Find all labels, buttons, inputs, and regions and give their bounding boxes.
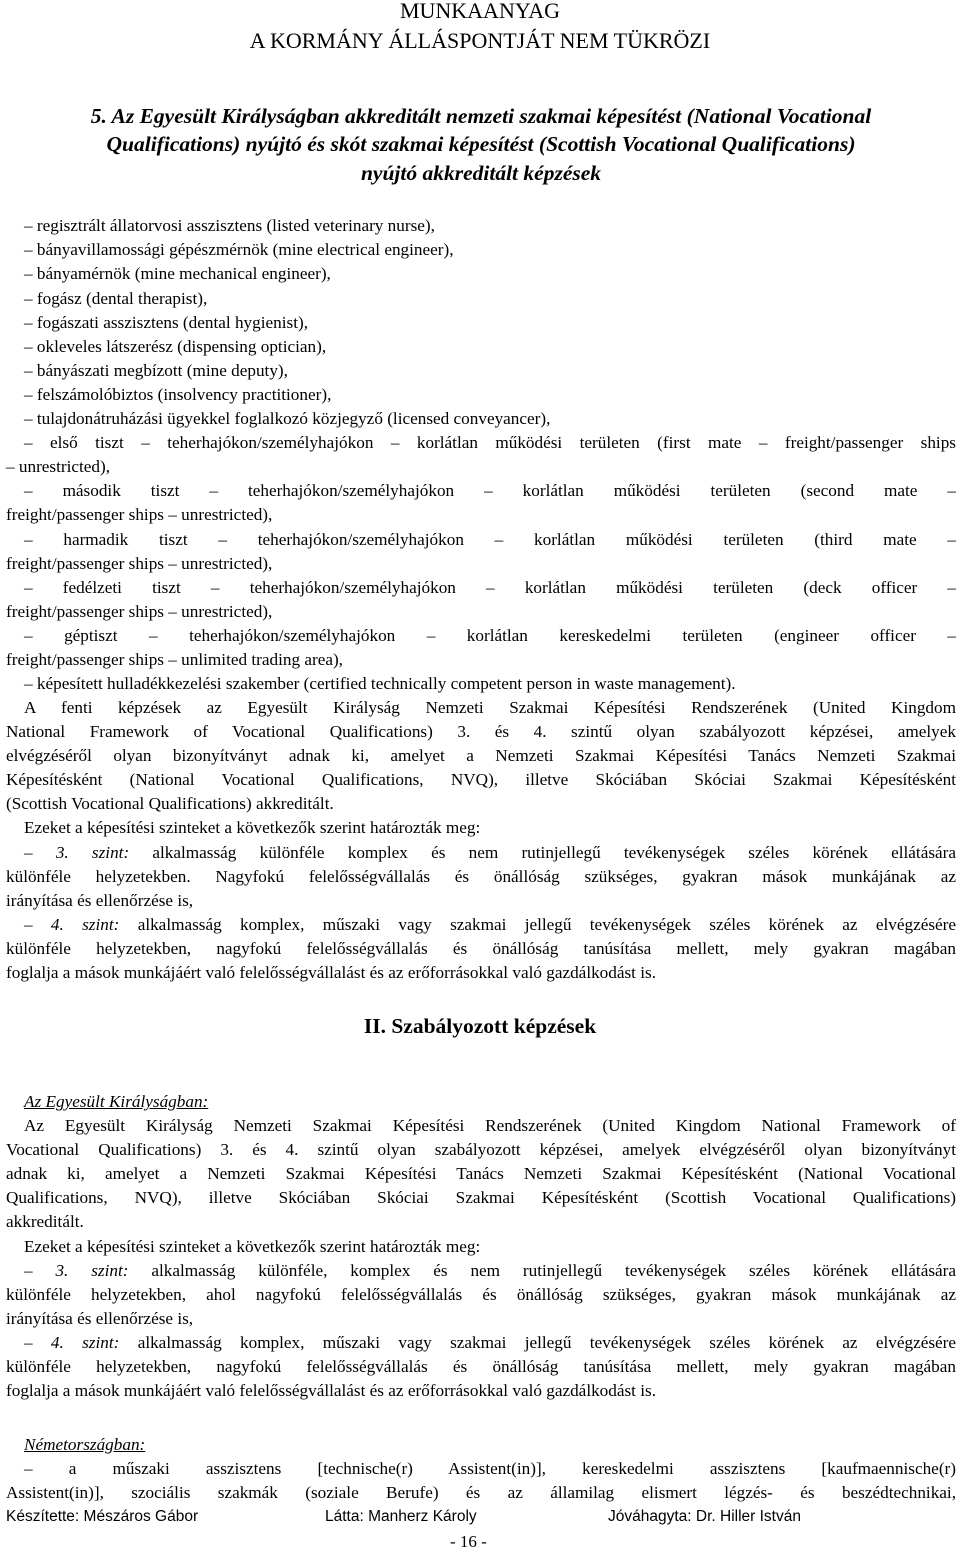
de-line-1: – a műszaki asszisztens [technische(r) Assistent(in)], kereskedelmi asszisztens [kaufmaennische(r): [24, 1459, 956, 1478]
level-3b-line-1: [24, 1261, 956, 1281]
footer-seen: Látta: Manherz Károly: [325, 1508, 477, 1525]
uk-heading: Az Egyesült Királyságban:: [24, 1092, 209, 1111]
level-3b-line-3: irányítása és ellenőrzése is,: [6, 1309, 194, 1328]
page-number: - 16 -: [450, 1532, 487, 1551]
paragraph-line: National Framework of Vocational Qualifications) 3. és 4. szintű olyan szabályozott képzései, amelyek: [6, 722, 956, 741]
list-item: – felszámolóbiztos (insolvency practitioner),: [24, 385, 332, 404]
level-3-text: alkalmasság különféle komplex és nem rutinjellegű tevékenységek széles körének ellátására: [152, 843, 956, 862]
level-4-line-1: [24, 915, 956, 935]
list-item-cont: freight/passenger ships – unrestricted),: [6, 602, 273, 621]
de-line-2: Assistent(in)], szociális szakmák (soziale Berufe) és az államilag elismert légzés- és beszédtechnikai,: [6, 1483, 956, 1502]
level-4b-prefix: – 4. szint:: [24, 1333, 120, 1352]
paragraph-line: Vocational Qualifications) 3. és 4. szintű olyan szabályozott képzései, amelyek elvégzéséről olyan bizonyítványt: [6, 1140, 956, 1159]
level-3-prefix: – 3. szint:: [24, 843, 130, 862]
paragraph-line: Qualifications, NVQ), illetve Skóciában Skóciai Szakmai Képesítésként (Scottish Vocational Qualifications): [6, 1188, 956, 1207]
header-line-1: MUNKAANYAG: [399, 0, 561, 23]
footer-prepared: Készítette: Mészáros Gábor: [6, 1508, 199, 1525]
section5-title-line-1: 5. Az Egyesült Királyságban akkreditált nemzeti szakmai képesítést (National Vocational: [90, 104, 872, 128]
list-item: – bányászati megbízott (mine deputy),: [24, 361, 288, 380]
list-item: – tulajdonátruházási ügyekkel foglalkozó közjegyző (licensed conveyancer),: [24, 409, 551, 428]
list-item-cont: freight/passenger ships – unlimited trading area),: [6, 650, 343, 669]
paragraph-line: akkreditált.: [6, 1212, 84, 1231]
list-item: – géptiszt – teherhajókon/személyhajókon – korlátlan kereskedelmi területen (engineer officer –: [24, 626, 956, 645]
list-item: – harmadik tiszt – teherhajókon/személyhajókon – korlátlan működési területen (third mate –: [24, 530, 956, 549]
section-2-title: II. Szabályozott képzések: [363, 1014, 597, 1038]
list-item-cont: – unrestricted),: [6, 457, 111, 476]
level-4-line-2: különféle helyzetekben, nagyfokú felelősségvállalás és önállóság tanúsítása mellett, mely gyakran magában: [6, 939, 956, 958]
level-4b-line-3: foglalja a mások munkájáért való felelősségvállalást és az erőforrásokkal való gazdálkodást is.: [6, 1381, 657, 1400]
paragraph-line: Képesítésként (National Vocational Qualifications, NVQ), illetve Skóciában Skóciai Szakmai Képesítésként: [6, 770, 956, 789]
level-4b-text: alkalmasság komplex, műszaki vagy szakmai jellegű tevékenységek széles körének az elvégzésére: [137, 1333, 957, 1352]
level-3-line-1: [24, 843, 956, 863]
level-4b-line-2: különféle helyzetekben, nagyfokú felelősségvállalás és önállóság tanúsítása mellett, mely gyakran magában: [6, 1357, 956, 1376]
level-4-prefix: – 4. szint:: [24, 915, 120, 934]
levels-intro-2: Ezeket a képesítési szinteket a következők szerint határozták meg:: [24, 1237, 481, 1256]
list-item: – bányamérnök (mine mechanical engineer),: [24, 264, 331, 283]
list-item: – fogász (dental therapist),: [24, 289, 208, 308]
paragraph-line: adnak ki, amelyet a Nemzeti Szakmai Képesítési Tanács Nemzeti Szakmai Képesítésként (National Vocational: [6, 1164, 956, 1183]
list-item: – regisztrált állatorvosi asszisztens (listed veterinary nurse),: [24, 216, 435, 235]
list-item: – okleveles látszerész (dispensing optician),: [24, 337, 327, 356]
list-item: – fedélzeti tiszt – teherhajókon/személyhajókon – korlátlan működési területen (deck officer –: [24, 578, 956, 597]
header-line-2: A KORMÁNY ÁLLÁSPONTJÁT NEM TÜKRÖZI: [249, 28, 711, 53]
level-3-line-2: különféle helyzetekben. Nagyfokú felelősségvállalás és önállóság szükséges, gyakran mások munkájának az: [6, 867, 956, 886]
list-item-cont: freight/passenger ships – unrestricted),: [6, 554, 273, 573]
paragraph-line: (Scottish Vocational Qualifications) akkreditált.: [6, 794, 334, 813]
level-3b-text: alkalmasság különféle, komplex és nem rutinjellegű tevékenységek széles körének ellátására: [151, 1261, 957, 1280]
level-4-line-3: foglalja a mások munkájáért való felelősségvállalást és az erőforrásokkal való gazdálkodást is.: [6, 963, 657, 982]
section5-title-line-2: Qualifications) nyújtó és skót szakmai képesítést (Scottish Vocational Qualifications): [106, 132, 856, 156]
level-3b-line-2: különféle helyzetekben, ahol nagyfokú felelősségvállalás és önállóság szükséges, gyakran mások munkájának az: [6, 1285, 956, 1304]
list-item: – második tiszt – teherhajókon/személyhajókon – korlátlan működési területen (second mate –: [24, 481, 956, 500]
paragraph-line: elvégzéséről olyan bizonyítványt adnak ki, amelyet a Nemzeti Szakmai Képesítési Tanács Nemzeti Szakmai: [6, 746, 956, 765]
list-item: – bányavillamossági gépészmérnök (mine electrical engineer),: [24, 240, 454, 259]
de-heading: Németországban:: [24, 1435, 146, 1454]
list-item: – képesített hulladékkezelési szakember (certified technically competent person in waste management).: [24, 674, 736, 693]
footer-approved: Jóváhagyta: Dr. Hiller István: [608, 1508, 801, 1525]
list-item: – fogászati asszisztens (dental hygienist),: [24, 313, 308, 332]
section5-title-line-3: nyújtó akkreditált képzések: [360, 161, 602, 185]
paragraph-line: A fenti képzések az Egyesült Királyság Nemzeti Szakmai Képesítési Rendszerének (United Kingdom: [24, 698, 956, 717]
list-item: – első tiszt – teherhajókon/személyhajókon – korlátlan működési területen (first mate – freight/passenger ships: [24, 433, 956, 452]
level-4b-line-1: [24, 1333, 956, 1353]
level-3b-prefix: – 3. szint:: [24, 1261, 129, 1280]
levels-intro: Ezeket a képesítési szinteket a következők szerint határozták meg:: [24, 818, 481, 837]
level-3-line-3: irányítása és ellenőrzése is,: [6, 891, 194, 910]
paragraph-line: Az Egyesült Királyság Nemzeti Szakmai Képesítési Rendszerének (United Kingdom National Framework of: [24, 1116, 956, 1135]
level-4-text: alkalmasság komplex, műszaki vagy szakmai jellegű tevékenységek széles körének az elvégzésére: [137, 915, 957, 934]
list-item-cont: freight/passenger ships – unrestricted),: [6, 505, 273, 524]
